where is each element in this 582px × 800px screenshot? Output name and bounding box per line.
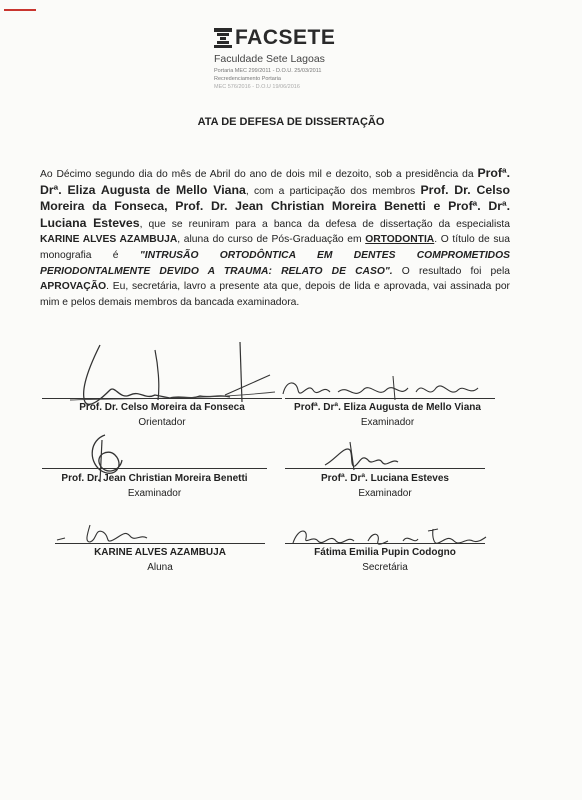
signature-line-karine [55,543,265,544]
signature-name: Profª. Drª. Luciana Esteves [320,473,449,484]
student-name: KARINE ALVES AZAMBUJA [40,234,178,246]
thesis-title: "INTRUSÃO ORTODÔNTICA EM DENTES COMPROMETIDOS PERIODONTALMENTE DEVIDO A TRAUMA: RELATO DE CASO". [40,249,510,277]
text-result: O resultado foi pela [392,265,511,277]
members-names: Prof. Dr. Celso Moreira da Fonseca, Prof. Dr. Jean Christian Moreira Benetti e Profª. Drª. Luciana Esteves [40,182,510,230]
signature-name: Prof. Dr. Celso Moreira da Fonseca [79,402,245,413]
signature-line-fatima [285,543,485,544]
signature-role: Aluna [147,562,173,573]
text-course: , aluna do curso de Pós-Graduação em [177,234,366,246]
signature-role: Examinador [127,488,182,499]
text-meeting: , que se reuniram para a banca da defesa de dissertação da especialista [139,218,510,230]
signature-eliza [275,402,500,428]
signature-role: Examinador [358,488,412,499]
course-name: ORTODONTIA [365,234,435,246]
signature-fatima [275,547,495,573]
signature-role: Orientador [138,417,186,428]
signature-luciana [275,473,495,499]
logo-line-3: MEC 576/2016 - D.O.U 19/06/2016 [214,84,300,90]
text-title-intro: . O título de sua monografia é [40,234,510,261]
result-value: APROVAÇÃO [40,281,107,293]
text-participation: , com a participação dos membros [245,185,421,197]
signature-role: Secretária [362,562,408,573]
signature-celso [52,402,272,428]
signature-name: KARINE ALVES AZAMBUJA [94,547,226,558]
facsete-emblem-icon [214,28,232,48]
logo-line-2: Recredenciamento Portaria [214,76,281,82]
signature-luciana-scribble [320,440,410,475]
signature-karine [55,547,265,573]
signature-line-eliza [285,398,495,399]
signature-name: Profª. Drª. Eliza Augusta de Mello Viana [294,402,481,413]
facsete-logo [214,26,364,90]
logo-subtitle: Faculdade Sete Lagoas [214,53,325,65]
signature-jean [42,473,267,499]
signature-name: Fátima Emilia Pupin Codogno [314,547,456,558]
minutes-paragraph [40,166,510,310]
signature-line-celso [42,398,282,399]
logo-name: FACSETE [235,26,336,49]
text-closing: . Eu, secretária, lavro a presente ata que, depois de lida e aprovada, vai assinada por mim e pelos demais membros da bancada examinadora. [40,281,510,308]
text-intro: Ao Décimo segundo dia do mês de Abril do ano de dois mil e dezoito, sob a presidência da [40,169,478,180]
signature-role: Examinador [360,417,415,428]
corner-mark [4,9,36,11]
signature-line-jean [42,468,267,469]
document-title: ATA DE DEFESA DE DISSERTAÇÃO [197,116,385,128]
signature-name: Prof. Dr. Jean Christian Moreira Benetti [61,473,248,484]
logo-line-1: Portaria MEC 299/2011 - D.O.U. 25/03/2011 [214,68,322,74]
president-name: Profª. Drª. Eliza Augusta de Mello Viana [40,166,510,197]
signature-line-luciana [285,468,485,469]
